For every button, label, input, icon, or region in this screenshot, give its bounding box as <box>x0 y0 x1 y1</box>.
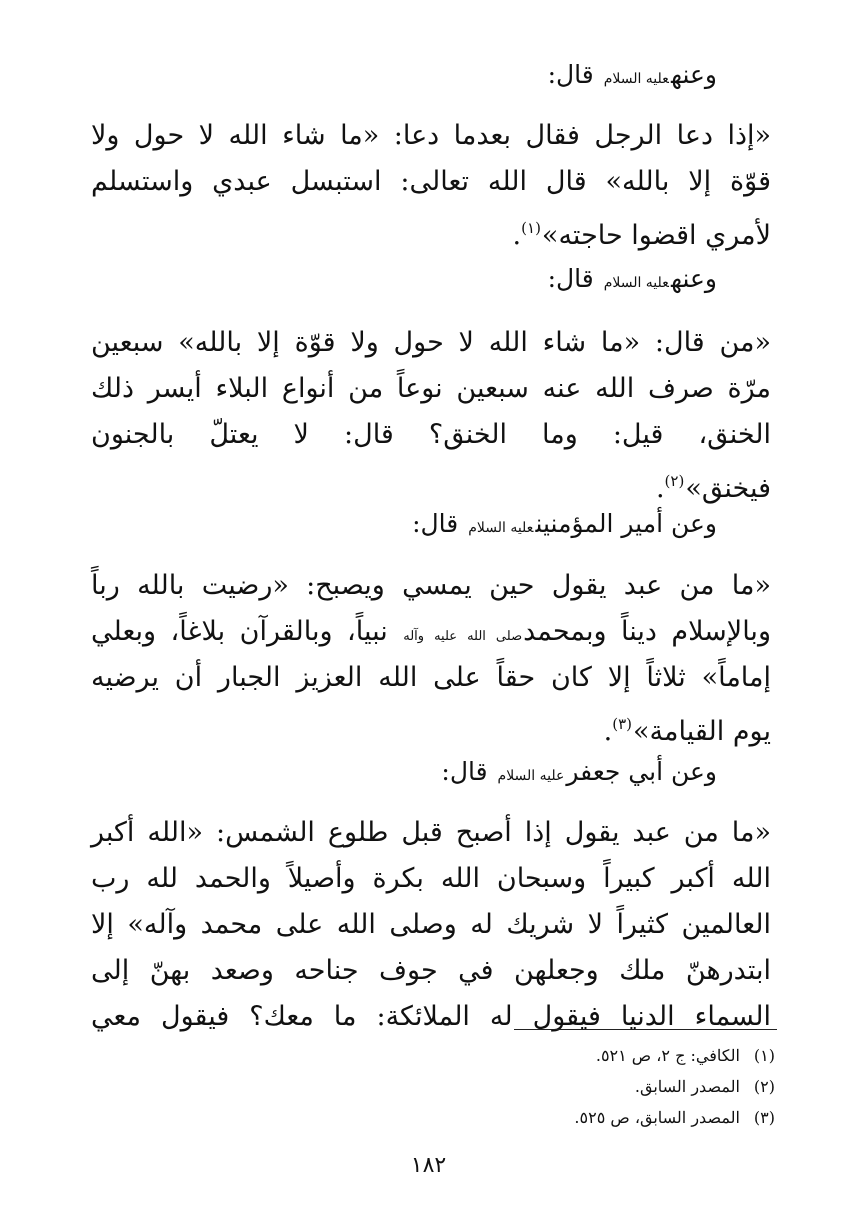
hadith-paragraph <box>91 320 771 504</box>
hadith-paragraph <box>91 563 771 747</box>
intro-said: قال: <box>547 264 594 293</box>
intro-line <box>97 507 717 545</box>
text-line: السماء الدنيا فيقول له الملائكة: ما معك؟ فيقول معي <box>91 1001 771 1032</box>
intro-text: وعنه <box>670 60 717 89</box>
footnote-divider <box>514 1029 777 1030</box>
intro-text: وعنه <box>670 264 717 293</box>
text-line: الخنق، قيل: وما الخنق؟ قال: لا يعتلّ بالجنون <box>91 419 771 450</box>
text-line: «ما من عبد يقول إذا أصبح قبل طلوع الشمس: «الله أكبر <box>91 817 771 848</box>
footnote <box>275 1040 775 1071</box>
text-line: مرّة صرف الله عنه سبعين نوعاً من أنواع البلاء أيسر ذلك <box>91 373 771 404</box>
text-line: إماماً» ثلاثاً إلا كان حقاً على الله العزيز الجبار أن يرضيه <box>91 662 771 693</box>
footnote-ref: (٢) <box>664 472 685 490</box>
intro-said: قال: <box>412 509 459 538</box>
intro-line <box>97 755 717 793</box>
line-part: نبياً، وبالقرآن بلاغاً، وبعلي <box>91 616 388 647</box>
honorific-mark: عليه السلام <box>603 71 669 87</box>
footnote-ref: (٣) <box>612 715 633 733</box>
footnotes <box>275 1040 775 1133</box>
intro-said: قال: <box>547 60 594 89</box>
footnote-number: (٢) <box>753 1077 775 1096</box>
footnote-number: (١) <box>753 1046 775 1065</box>
last-line-text: يوم القيامة» <box>633 716 771 747</box>
intro-said: قال: <box>441 757 488 786</box>
honorific-mark: عليه السلام <box>468 520 534 536</box>
hadith-paragraph <box>91 810 771 1040</box>
intro-line <box>97 58 717 96</box>
text-line: «من قال: «ما شاء الله لا حول ولا قوّة إلا بالله» سبعين <box>91 327 771 358</box>
footnote-number: (٣) <box>753 1108 775 1127</box>
intro-line <box>97 262 717 300</box>
text-line: «ما من عبد يقول حين يمسي ويصبح: «رضيت بالله رباً <box>91 570 771 601</box>
footnote-ref: (١) <box>521 219 541 237</box>
honorific-mark: عليه السلام <box>497 768 565 784</box>
intro-text: وعن أبي جعفر <box>566 757 717 786</box>
text-line: ابتدرهنّ ملك وجعلهن في جوف جناحه وصعد بهنّ إلى <box>91 955 771 986</box>
last-line-text: فيخنق» <box>685 473 771 504</box>
text-line: يوم القيامة»$^{(٣)}$. <box>603 715 771 747</box>
footnote <box>275 1071 775 1102</box>
hadith-paragraph <box>91 113 771 251</box>
line-part: وبالإسلام ديناً وبمحمد <box>523 616 771 647</box>
text-line: العالمين كثيراً لا شريك له وصلى الله على محمد وآله» إلا <box>91 909 771 940</box>
page-number: ١٨٢ <box>410 1153 447 1178</box>
text-line: لأمري اقضوا حاجته»$^{(١)}$. <box>512 219 771 251</box>
text-line <box>91 609 771 655</box>
last-line-text: لأمري اقضوا حاجته» <box>541 220 771 251</box>
text-line: فيخنق»$^{(٢)}$. <box>655 472 771 504</box>
intro-text: وعن أمير المؤمنين <box>535 509 717 538</box>
footnote-text: الكافي: ج ٢، ص ٥٢١. <box>595 1046 740 1065</box>
text-line: الله أكبر كبيراً وسبحان الله بكرة وأصيلاً والحمد لله رب <box>91 863 771 894</box>
salawat-mark: صلى الله عليه وآله <box>403 629 523 644</box>
text-line: قوّة إلا بالله» قال الله تعالى: استبسل عبدي واستسلم <box>91 166 771 197</box>
footnote <box>275 1102 775 1133</box>
footnote-text: المصدر السابق. <box>634 1077 740 1096</box>
text-line: «إذا دعا الرجل فقال بعدما دعا: «ما شاء الله لا حول ولا <box>91 120 771 151</box>
footnote-text: المصدر السابق، ص ٥٢٥. <box>574 1108 740 1127</box>
honorific-mark: عليه السلام <box>603 275 669 291</box>
